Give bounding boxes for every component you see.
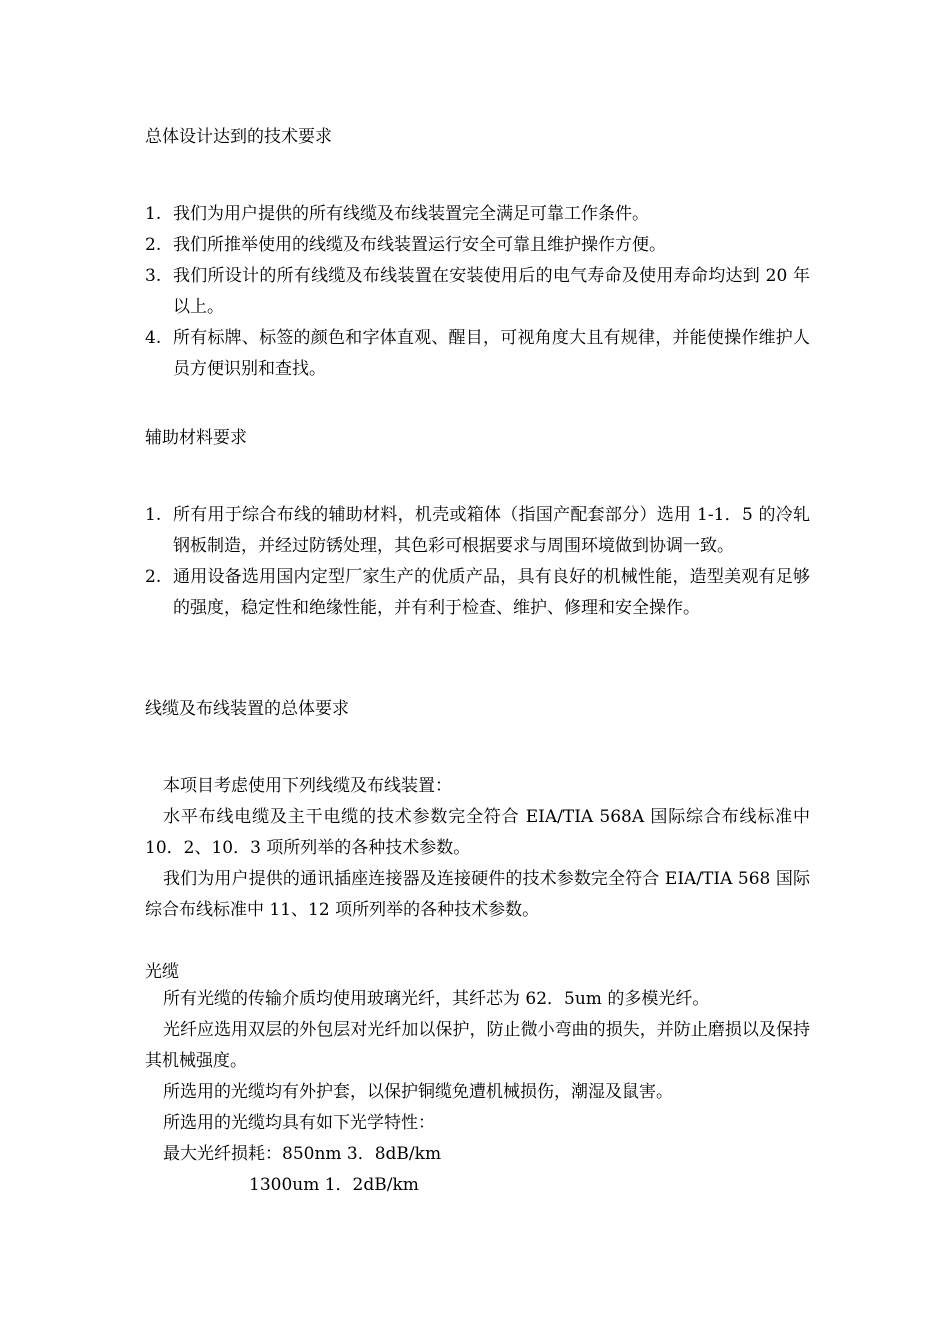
fiber-loss-spec-850nm: 最大光纤损耗：850nm 3．8dB/km [163, 1144, 442, 1164]
list-item-number: 4. [145, 328, 162, 348]
paragraph: 我们为用户提供的通讯插座连接器及连接硬件的技术参数完全符合 EIA/TIA 568 国际综合布线标准中 11、12 项所列举的各种技术参数。 [145, 869, 810, 920]
list-item [145, 230, 810, 261]
list-item [145, 199, 810, 230]
list-item-number: 1. [145, 204, 162, 224]
list-item-number: 1. [145, 505, 162, 525]
list-item-text: 我们为用户提供的所有线缆及布线装置完全满足可靠工作条件。 [173, 204, 649, 224]
section-heading-auxiliary-materials: 辅助材料要求 [145, 428, 247, 448]
paragraph: 所选用的光缆均具有如下光学特性： [163, 1113, 435, 1133]
list-item-text: 所有标牌、标签的颜色和字体直观、醒目，可视角度大且有规律，并能使操作维护人员方便识别和查找。 [173, 328, 810, 379]
section-heading-optical-cable: 光缆 [145, 962, 179, 982]
optical-cable-body [145, 984, 810, 1201]
auxiliary-materials-list [145, 500, 810, 624]
list-item-number: 2. [145, 235, 162, 255]
list-item-text: 我们所推举使用的线缆及布线装置运行安全可靠且维护操作方便。 [173, 235, 666, 255]
list-item [145, 562, 810, 624]
fiber-loss-spec-1300um: 1300um 1．2dB/km [249, 1175, 419, 1195]
paragraph: 本项目考虑使用下列线缆及布线装置： [163, 776, 452, 796]
paragraph: 所有光缆的传输介质均使用玻璃光纤，其纤芯为 62．5um 的多模光纤。 [163, 989, 710, 1009]
list-item-number: 2. [145, 567, 162, 587]
list-item-number: 3. [145, 266, 162, 286]
list-item-text: 我们所设计的所有线缆及布线装置在安装使用后的电气寿命及使用寿命均达到 20 年以上。 [173, 266, 810, 317]
list-item-text: 所有用于综合布线的辅助材料，机壳或箱体（指国产配套部分）选用 1-1．5 的冷轧钢板制造，并经过防锈处理，其色彩可根据要求与周围环境做到协调一致。 [173, 505, 810, 556]
paragraph: 水平布线电缆及主干电缆的技术参数完全符合 EIA/TIA 568A 国际综合布线标准中 10．2、10．3 项所列举的各种技术参数。 [145, 807, 810, 858]
section-heading-design-requirements: 总体设计达到的技术要求 [145, 127, 332, 147]
paragraph: 光纤应选用双层的外包层对光纤加以保护，防止微小弯曲的损失，并防止磨损以及保持其机械强度。 [145, 1020, 810, 1071]
section-heading-cable-general-requirements: 线缆及布线装置的总体要求 [145, 699, 349, 719]
cable-requirements-body [145, 771, 810, 926]
list-item-text: 通用设备选用国内定型厂家生产的优质产品，具有良好的机械性能，造型美观有足够的强度，稳定性和绝缘性能，并有利于检查、维护、修理和安全操作。 [173, 567, 810, 618]
list-item [145, 500, 810, 562]
list-item [145, 323, 810, 385]
paragraph: 所选用的光缆均有外护套，以保护铜缆免遭机械损伤，潮湿及鼠害。 [163, 1082, 673, 1102]
list-item [145, 261, 810, 323]
design-requirements-list [145, 199, 810, 385]
